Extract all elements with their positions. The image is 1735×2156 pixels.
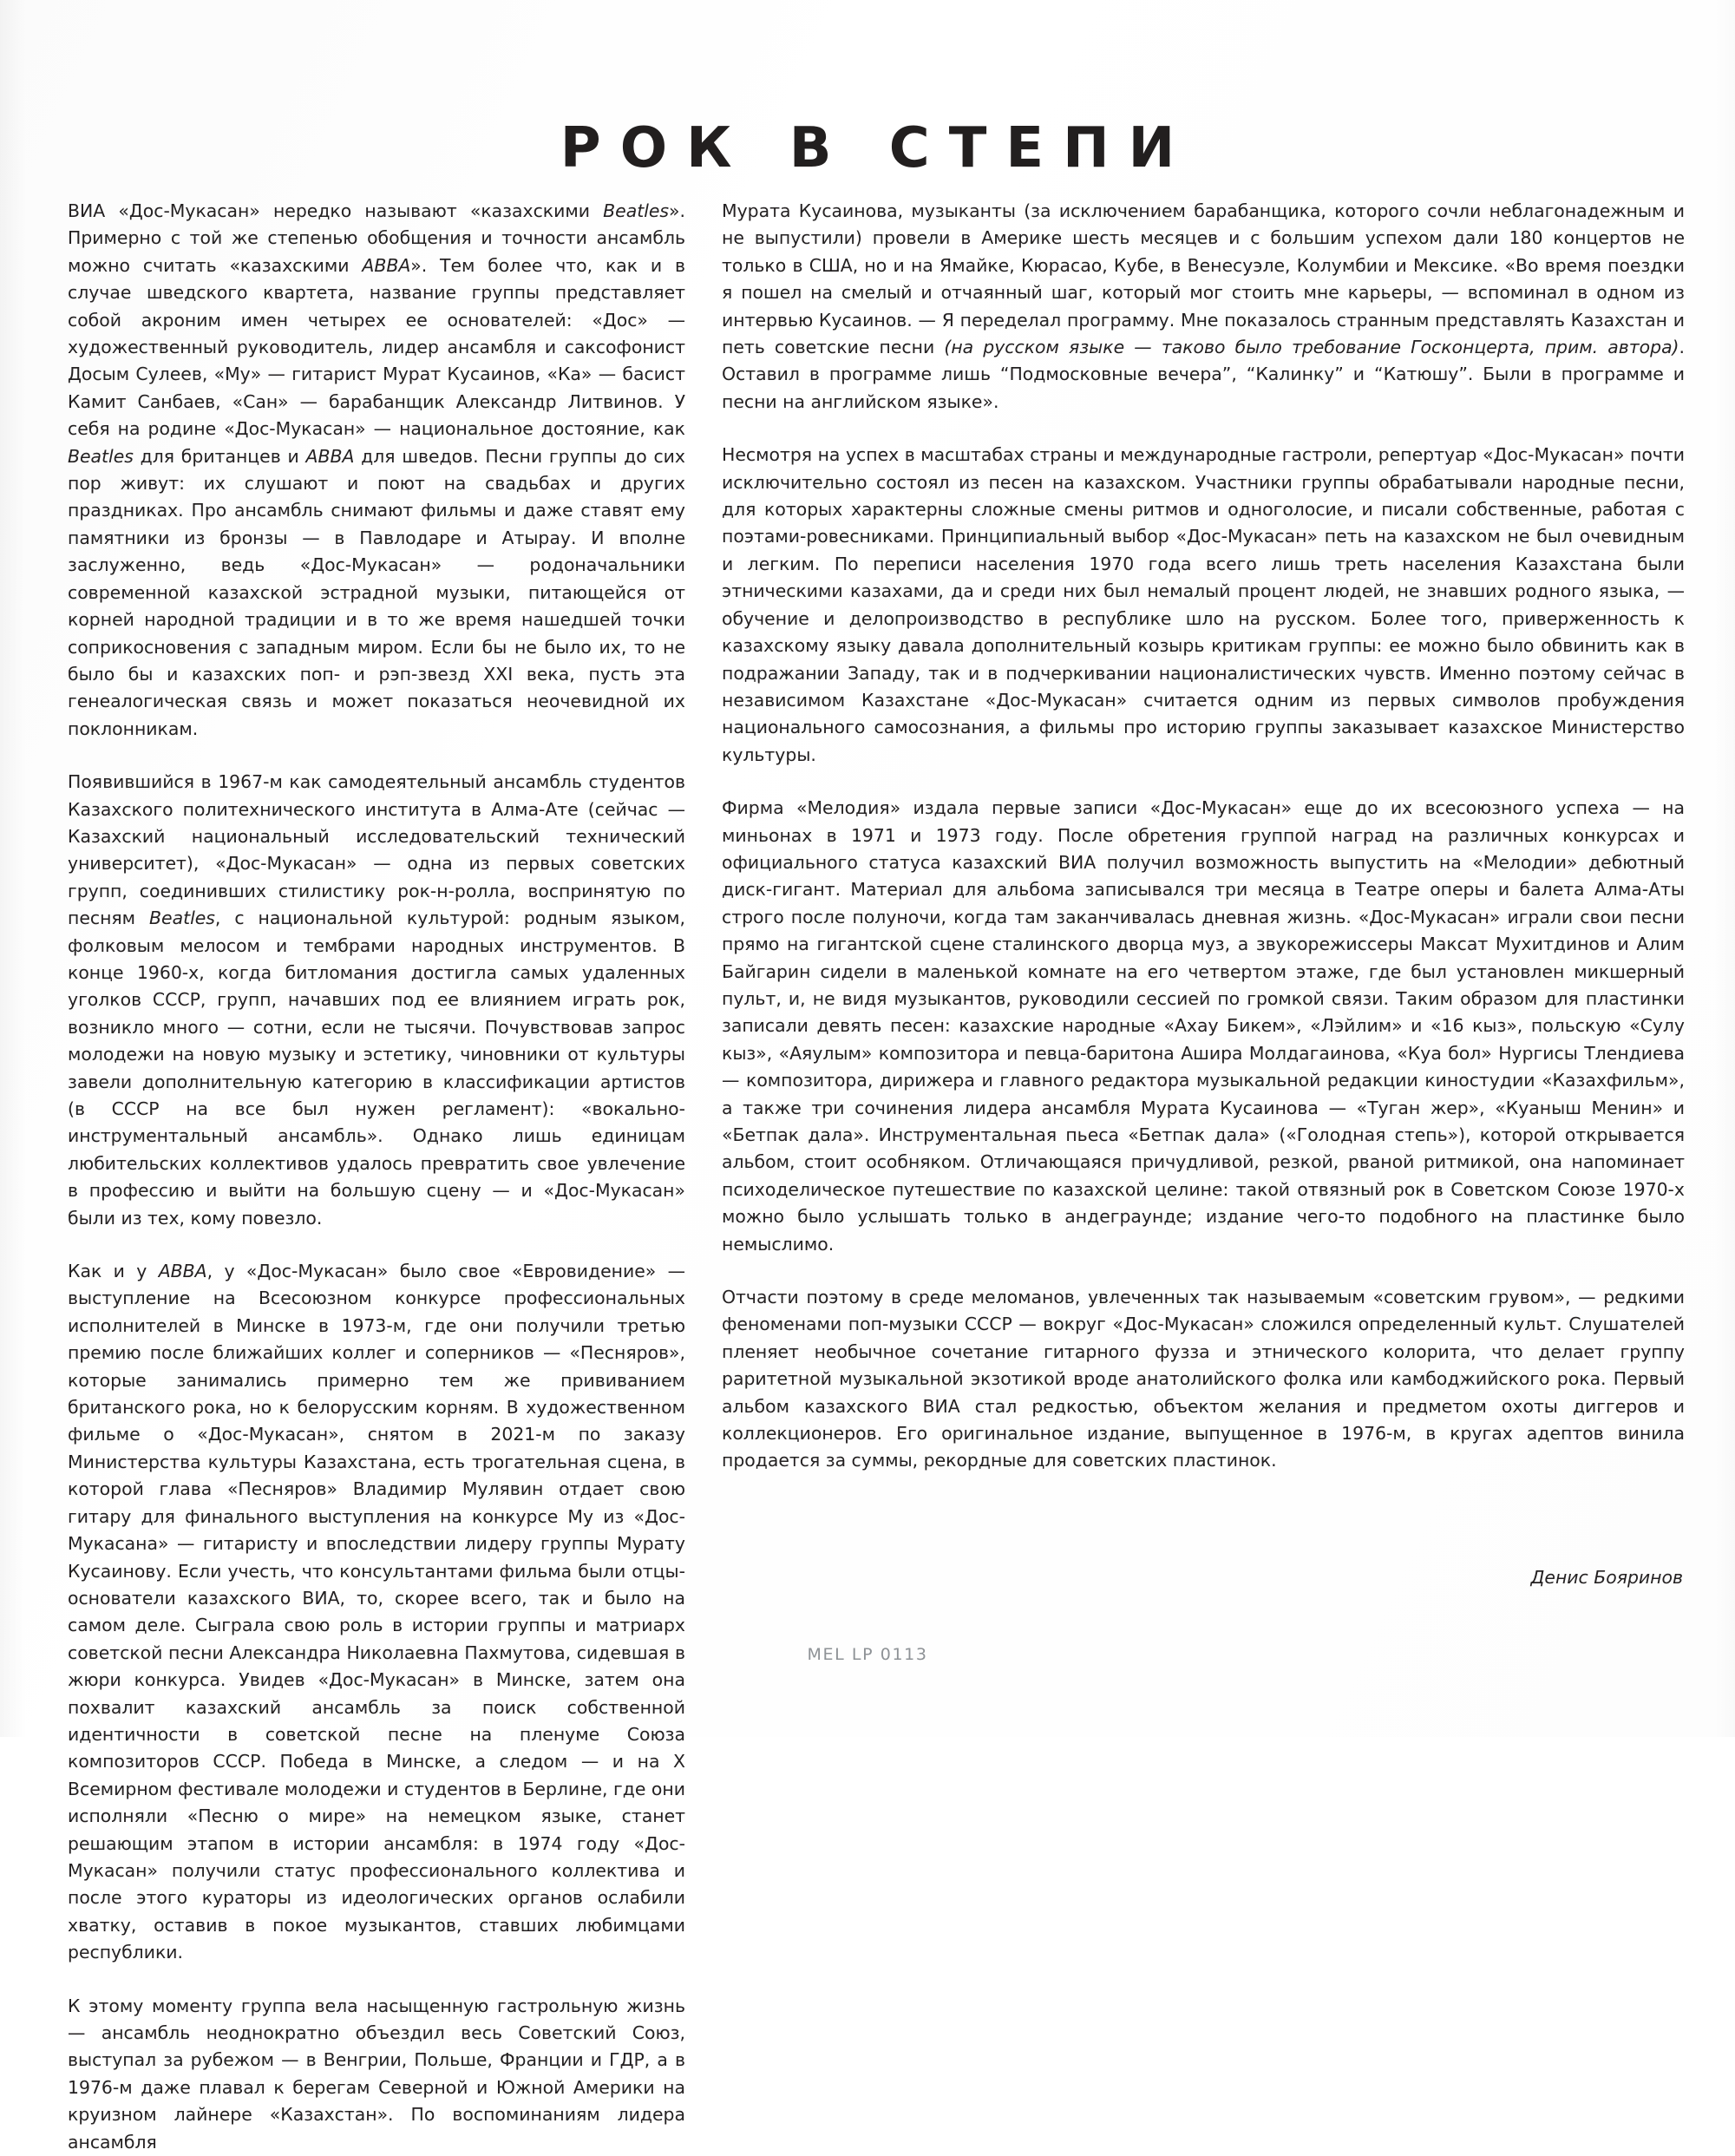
paragraph: Фирма «Мелодия» издала первые записи «Дос-Мукасан» еще до их всесоюзного успеха — на миньонах в 1971 и 1973 году. После обретения группой наград на различных конкурсах и официального статуса казахский ВИА получил возможность выпустить на «Мелодии» дебютный диск-гигант. Материал для альбома записывался три месяца в Театре оперы и балета Алма-Аты строго после полуночи, когда там заканчивалась дневная жизнь. «Дос-Мукасан» играли свои песни прямо на гигантской сцене сталинского дворца муз, а звукорежиссеры Максат Мухитдинов и Алим Байгарин сидели в маленькой комнате на его четвертом этаже, где был установлен микшерный пульт, и, не видя музыкантов, руководили сессией по громкой связи. Таким образом для пластинки записали девять песен: казахские народные «Ахау Бикем», «Лэйлим» и «16 кыз», польскую «Сулу кыз», «Аяулым» композитора и певца-баритона Ашира Молдагаинова, «Куа бол» Нургисы Тлендиева — композитора, дирижера и главного редактора музыкальной редакции киностудии «Казахфильм», а также три сочинения лидера ансамбля Мурата Кусаинова — «Туган жер», «Куаныш Менин» и «Бетпак дала». Инструментальная пьеса «Бетпак дала» («Голодная степь»), которой открывается альбом, стоит особняком. Отличающаяся причудливой, резкой, рваной ритмикой, она напоминает психоделическое путешествие по казахской целине: такой отвязный рок в Советском Союзе 1970-х можно было услышать только в андеграунде; издание чего-то подобного на пластинке было немыслимо.	[722, 797, 1685, 1255]
paragraph: Отчасти поэтому в среде меломанов, увлеченных так называемым «советским грувом», — редкими феноменами поп-музыки СССР — вокруг «Дос-Мукасан» сложился определенный культ. Слушателей пленяет необычное сочетание гитарного фузза и этнического колорита, что делает группу раритетной музыкальной экзотикой вроде анатолийского фолка или камбоджийского рока. Первый альбом казахского ВИА стал редкостью, объектом желания и предметом охоты диггеров и коллекционеров. Его оригинальное издание, выпущенное в 1976-м, в кругах адептов винила продается за суммы, рекордные для советских пластинок.	[722, 1287, 1685, 1471]
paragraph: Как и у ABBA, у «Дос-Мукасан» было свое «Евровидение» — выступление на Всесоюзном конкурсе профессиональных исполнителей в Минске в 1973-м, где они получили третью премию после ближайших коллег и соперников — «Песняров», которые занимались примерно тем же прививанием британского рока, но к белорусским корням. В художественном фильме о «Дос-Мукасан», снятом в 2021-м по заказу Министерства культуры Казахстана, есть трогательная сцена, в которой глава «Песняров» Владимир Мулявин отдает свою гитару для финального выступления на конкурсе Му из «Дос-Мукасана» — гитаристу и впоследствии лидеру группы Мурату Кусаинову. Если учесть, что консультантами фильма были отцы-основатели казахского ВИА, то, скорее всего, так и было на самом деле. Сыграла свою роль в истории группы и матриарх советской песни Александра Николаевна Пахмутова, сидевшая в жюри конкурса. Увидев «Дос-Мукасан» в Минске, затем она похвалит казахский ансамбль за поиск собственной идентичности в советской песне на пленуме Союза композиторов СССР. Победа в Минске, а следом — и на X Всемирном фестивале молодежи и студентов в Берлине, где они исполняли «Песню о мире» на немецком языке, станет решающим этапом в истории ансамбля: в 1974 году «Дос-Мукасан» получили статус профессионального коллектива и после этого кураторы из идеологических органов ослабили хватку, оставив в покое музыкантов, ставших любимцами республики.	[68, 1261, 685, 1963]
paragraph: Появившийся в 1967-м как самодеятельный ансамбль студентов Казахского политехнического института в Алма-Ате (сейчас — Казахский национальный исследовательский технический университет), «Дос-Мукасан» — одна из первых советских групп, соединивших стилистику рок-н-ролла, воспринятую по песням Beatles, с национальной культурой: родным языком, фолковым мелосом и тембрами народных инструментов. В конце 1960-х, когда битломания достигла самых удаленных уголков СССР, групп, начавших под ее влиянием играть рок, возникло много — сотни, если не тысячи. Почувствовав запрос молодежи на новую музыку и эстетику, чиновники от культуры завели дополнительную категорию в классификации артистов (в СССР на все был нужен регламент): «вокально-инструментальный ансамбль». Однако лишь единицам любительских коллективов удалось превратить свое увлечение в профессию и выйти на большую сцену — и «Дос-Мукасан» были из тех, кому повезло.	[68, 771, 685, 1229]
page-title: РОК В СТЕПИ	[560, 115, 1195, 180]
two-column-body	[68, 198, 1686, 2156]
right-column	[722, 198, 1685, 2156]
paragraph: ВИА «Дос-Мукасан» нередко называют «казахскими Beatles». Примерно с той же степенью обобщения и точности ансамбль можно считать «казахскими ABBA». Тем более что, как и в случае шведского квартета, название группы представляет собой акроним имен четырех ее основателей: «Дос» — художественный руководитель, лидер ансамбля и саксофонист Досым Сулеев, «Му» — гитарист Мурат Кусаинов, «Ка» — басист Камит Санбаев, «Сан» — барабанщик Александр Литвинов. У себя на родине «Дос-Мукасан» — национальное достояние, как Beatles для британцев и ABBA для шведов. Песни группы до сих пор живут: их слушают и поют на свадьбах и других праздниках. Про ансамбль снимают фильмы и даже ставят ему памятники из бронзы — в Павлодаре и Атырау. И вполне заслуженно, ведь «Дос-Мукасан» — родоначальники современной казахской эстрадной музыки, питающейся от корней народной традиции и в то же время нашедшей точки соприкосновения с западным миром. Если бы не было их, то не было бы и казахских поп- и рэп-звезд XXI века, пусть эта генеалогическая связь и может показаться неочевидной их поклонникам.	[68, 200, 685, 739]
catalog-number: MEL LP 0113	[807, 1645, 928, 1664]
paragraph: Мурата Кусаинова, музыканты (за исключением барабанщика, которого сочли неблагонадежным и не выпустили) провели в Америке шесть месяцев и с большим успехом дали 180 концертов не только в США, но и на Ямайке, Кюрасао, Кубе, в Венесуэле, Колумбии и Мексике. «Во время поездки я пошел на смелый и отчаянный шаг, который мог стоить мне карьеры, — вспоминал в одном из интервью Кусаинов. — Я переделал программу. Мне показалось странным представлять Казахстан и петь советские песни (на русском языке — таково было требование Госконцерта, прим. автора). Оставил в программе лишь “Подмосковные вечера”, “Калинку” и “Катюшу”. Были в программе и песни на английском языке».	[722, 200, 1686, 412]
left-column	[68, 198, 685, 2156]
paragraph: Несмотря на успех в масштабах страны и международные гастроли, репертуар «Дос-Мукасан» почти исключительно состоял из песен на казахском. Участники группы обрабатывали народные песни, для которых характерны сложные смены ритмов и одноголосие, и писали собственные, работая с поэтами-ровесниками. Принципиальный выбор «Дос-Мукасан» петь на казахском не был очевидным и легким. По переписи населения 1970 года всего лишь треть населения Казахстана были этническими казахами, да и среди них был немалый процент людей, не знавших родного языка, — обучение и делопроизводство в республике шло на русском. Более того, приверженность к казахскому языку давала дополнительный козырь критикам группы: ее можно было обвинить как в подражании Западу, так и в подчеркивании националистических чувств. Именно поэтому сейчас в независимом Казахстане «Дос-Мукасан» считается одним из первых символов пробуждения национального самосознания, а фильмы про историю группы заказывает казахское Министерство культуры.	[722, 444, 1685, 765]
author-signature: Денис Бояринов	[1530, 1567, 1683, 1588]
paragraph: К этому моменту группа вела насыщенную гастрольную жизнь — ансамбль неоднократно объездил весь Советский Союз, выступал за рубежом — в Венгрии, Польше, Франции и ГДР, а в 1976-м даже плавал к берегам Северной и Южной Америки на круизном лайнере «Казахстан». По воспоминаниям лидера ансамбля	[68, 1995, 685, 2153]
